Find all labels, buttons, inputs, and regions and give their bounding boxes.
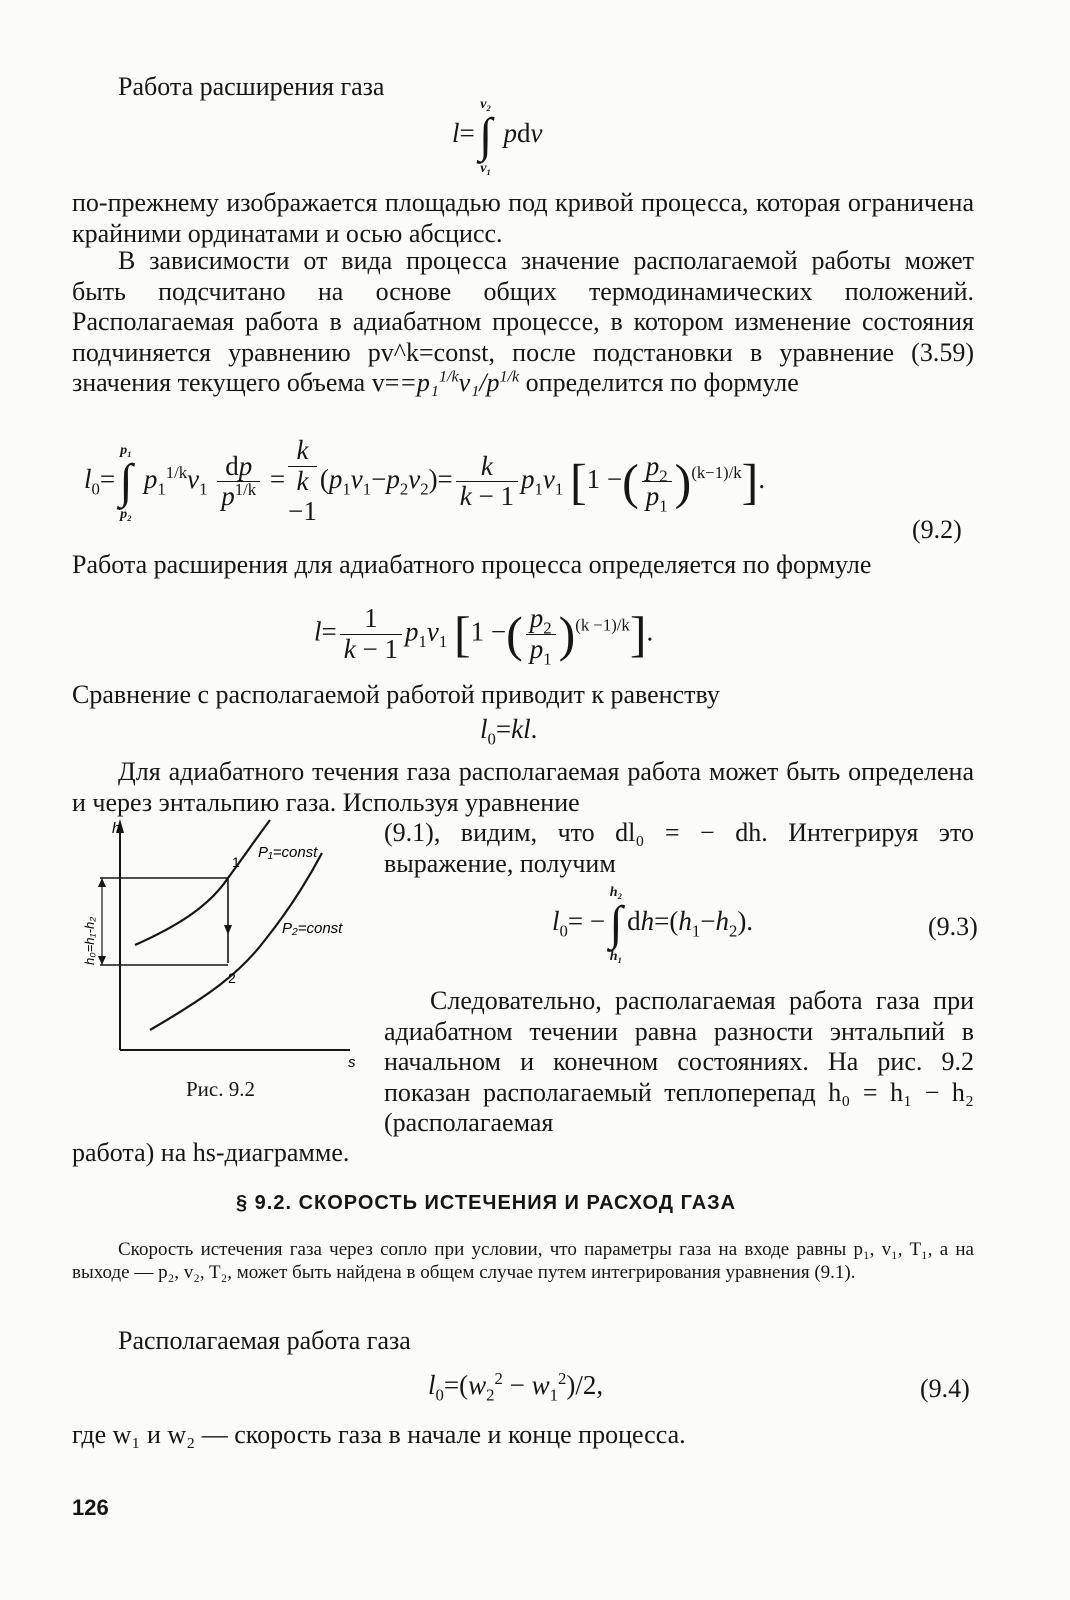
isobar-p2 (150, 853, 322, 1030)
curve-p2-label: P₂=const (282, 920, 343, 937)
point-2-label: 2 (228, 970, 236, 986)
dim-arrow-bottom-icon (98, 956, 106, 965)
paragraph-available-work-gas: Располагаемая работа газа (118, 1326, 411, 1355)
paragraph-velocity-definition: где w₁ и w₂ — скорость газа в начале и конце процесса. (72, 1420, 686, 1449)
x-axis-label: s (348, 1054, 356, 1071)
equation-l0-kl: $l_0=kl$. (480, 714, 538, 749)
y-axis-label: h (112, 820, 121, 837)
curve-p1-label: P₁=const (258, 844, 318, 861)
equation-9-2: $l_0=\int$ p₁ p₂ $p_1^{1/k}v_1$ $\frac{dp}{p^{1/k}}$ = k k $-1(p_1v_1-p_2v_2)=$ $\frac{k}{k - 1}$ $p_1v_1$ [1 −( $\frac{p_2}{p_1}$ )$^{(k-1)/k}$]. (84, 435, 766, 527)
page-number: 126 (72, 1495, 109, 1520)
equation-adiabatic-work: l= $\frac{1}{k - 1}$ $p_1v_1$ [1 −( $\frac{p_2}{p_1}$ )$^{(k -1)/k}$]. (314, 603, 654, 669)
paragraph-work-expansion: Работа расширения газа (118, 72, 385, 101)
isobar-p1 (135, 820, 270, 945)
equation-number-9-4: (9.4) (920, 1374, 970, 1403)
section-heading: § 9.2. СКОРОСТЬ ИСТЕЧЕНИЯ И РАСХОД ГАЗА (236, 1192, 737, 1214)
equation-number-9-2: (9.2) (912, 515, 962, 544)
equation-work-integral: l=∫ v₂ v₁ pdv (452, 97, 543, 176)
paragraph-enthalpy: Для адиабатного течения газа располагаемая работа может быть определена и через энтальпию газа. Используя уравнение (72, 757, 974, 817)
paragraph-available-work: В зависимости от вида процесса значение располагаемой работы может быть подсчитано на основе общих термодинамических положений. Располагаемая работа в адиабатном процессе, в котором изменение состояния подчиняется уравнению pv^k=const, после подстановки в уравнение (3.59) значения текущего объема $v==p_1^{1/k}v_1/p^{1/k}$ определится по формуле (72, 246, 974, 397)
paragraph-integrating: (9.1), видим, что dl₀ = − dh. Интегрируя это выражение, получим (384, 818, 974, 878)
paragraph-comparison: Сравнение с располагаемой работой приводит к равенству (72, 680, 720, 709)
dimension-label: h₀=h₁-h₂ (82, 916, 97, 965)
point-1-label: 1 (232, 854, 240, 870)
paragraph-area-under-curve: по-прежнему изображается площадью под кривой процесса, которая ограничена крайними ординатами и осью абсцисс. (72, 188, 974, 248)
process-arrow-icon (224, 925, 232, 935)
dim-arrow-top-icon (98, 878, 106, 887)
equation-9-3: $l_0=$ −∫ h₂ h₁ $dh=(h_1-h_2)$. (552, 885, 754, 964)
hs-diagram (60, 815, 360, 1075)
figure-caption: Рис. 9.2 (186, 1077, 255, 1101)
paragraph-adiabatic-expansion: Работа расширения для адиабатного процесса определяется по формуле (72, 550, 872, 579)
paragraph-hs-diagram: работа) на hs-диаграмме. (72, 1138, 350, 1167)
paragraph-outflow-velocity: Скорость истечения газа через сопло при условии, что параметры газа на входе равны p₁, v₁, T₁, а на выходе — p₂, v₂, T₂, может быть найдена в общем случае путем интегрирования уравнения (9.1). (72, 1239, 974, 1283)
equation-number-9-3: (9.3) (928, 912, 978, 941)
equation-9-4: $l_0=(w_2^2 - w_1^2)/2$, (428, 1369, 604, 1405)
paragraph-enthalpy-difference: Следовательно, располагаемая работа газа при адиабатном течении равна разности энтальпий в начальном и конечном состояниях. На рис. 9.2 показан располагаемый теплоперепад h₀ = h₁ − h₂ (располагаемая (384, 986, 974, 1137)
